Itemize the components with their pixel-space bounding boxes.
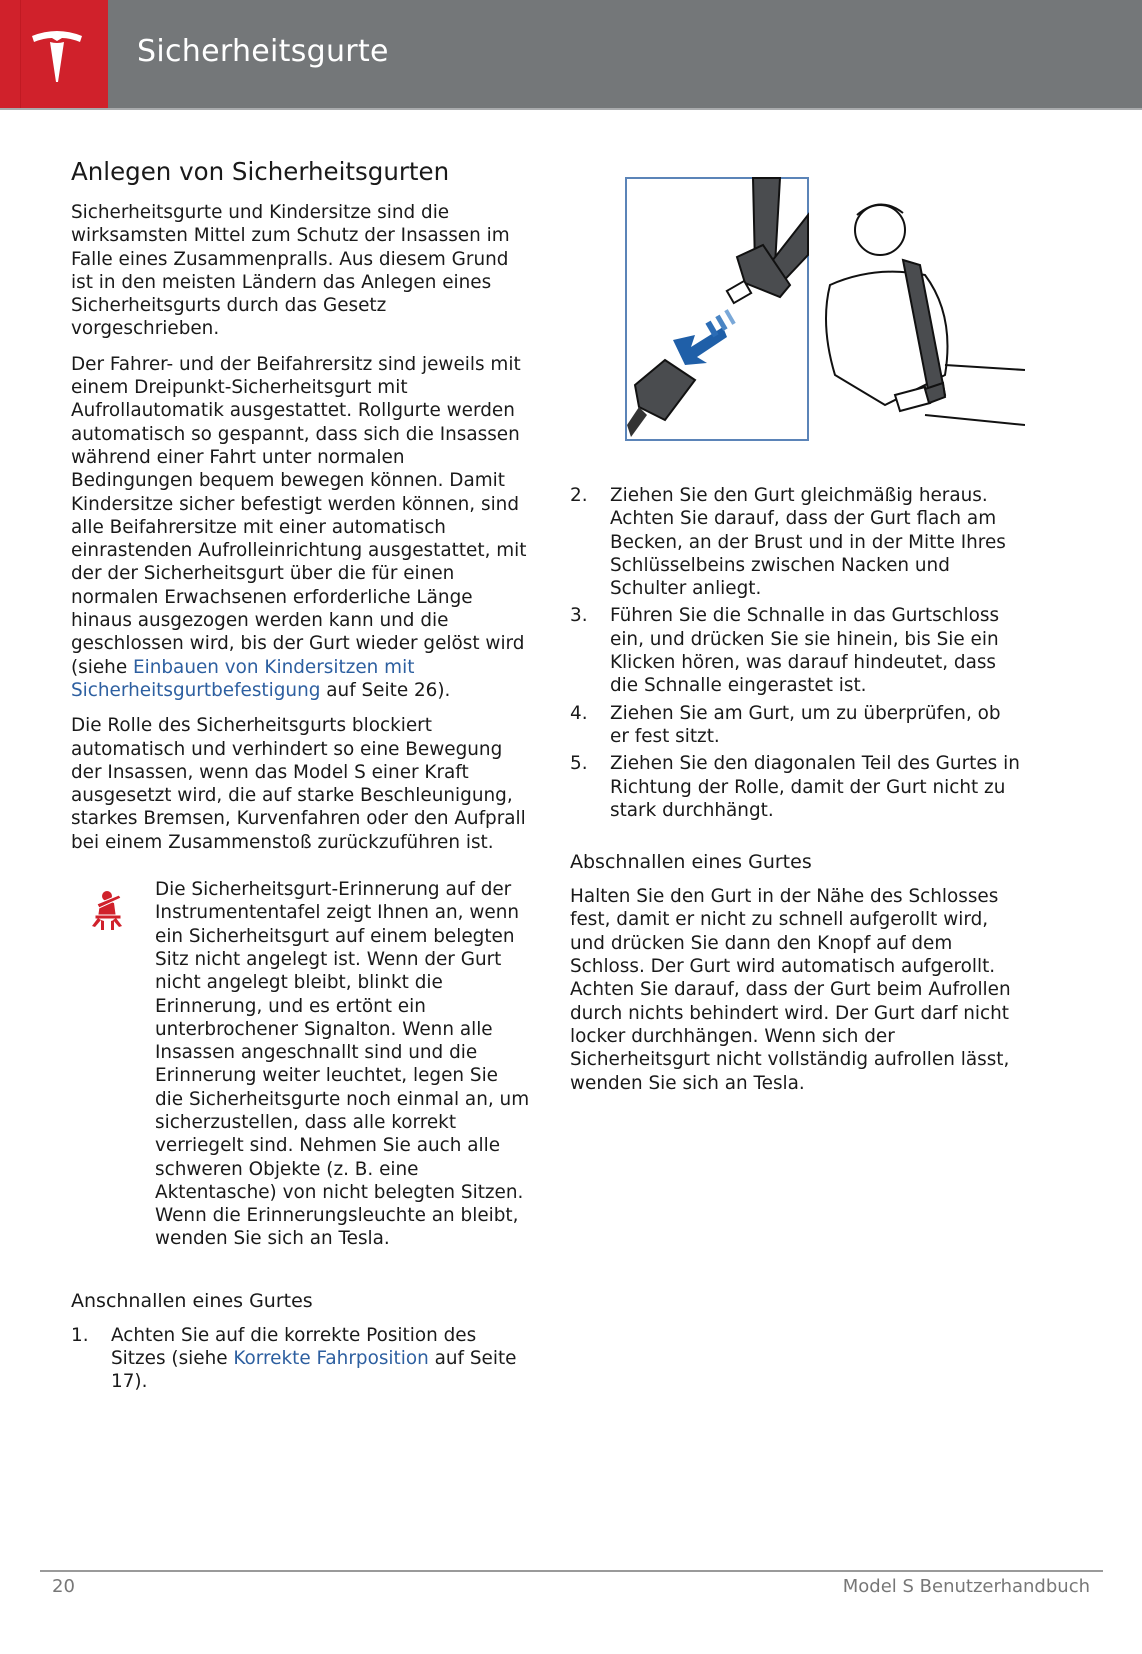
paragraph-suffix: auf Seite 26).	[320, 679, 451, 701]
seatbelt-buckle-illustration-icon	[625, 175, 1025, 475]
link-fahrposition[interactable]: Korrekte Fahrposition	[233, 1348, 429, 1370]
page-number: 20	[52, 1576, 75, 1597]
paragraph-abschnallen: Halten Sie den Gurt in der Nähe des Schlosses fest, damit er nicht zu schnell aufgerollt wird, und drücken Sie dann den Knopf auf dem Schloss. Der Gurt wird automatisch aufgerollt. Achten Sie darauf, dass der Gurt beim Aufrollen durch nichts behindert wird. Der Gurt darf nicht locker durchhängen. Wenn sich der Sicherheitsgurt nicht vollständig aufrollen lässt, wenden Sie sich an Tesla.	[570, 886, 1011, 1094]
step-number: 4.	[570, 702, 588, 724]
step-number: 5.	[570, 753, 588, 775]
step-number: 3.	[570, 605, 588, 627]
step-text: Ziehen Sie den Gurt gleichmäßig heraus. Achten Sie darauf, dass der Gurt flach am Becken, an der Brust und in der Mitte Ihres Schlüsselbeins zwischen Nacken und Schulter anliegt.	[610, 485, 1006, 600]
steps-list	[570, 484, 1020, 822]
step-text-suffix: auf Seite 17).	[111, 1348, 517, 1393]
tesla-logo-icon	[30, 28, 84, 86]
paragraph-seats	[71, 353, 531, 702]
page-header	[0, 0, 1142, 108]
step-item	[570, 752, 1020, 822]
steps-list-start	[71, 1324, 531, 1394]
seatbelt-reminder-note	[71, 878, 531, 1251]
header-divider	[0, 108, 1142, 110]
subheading-abschnallen: Abschnallen eines Gurtes	[570, 851, 812, 874]
page-title: Sicherheitsgurte	[137, 34, 389, 69]
step-text: Führen Sie die Schnalle in das Gurtschloss ein, und drücken Sie sie hinein, bis Sie ein Klicken hören, was darauf hindeutet, dass die Schnalle eingerastet ist.	[610, 605, 1000, 697]
step-text: Ziehen Sie den diagonalen Teil des Gurtes in Richtung der Rolle, damit der Gurt nicht zu stark durchhängt.	[610, 753, 1020, 821]
note-text: Die Sicherheitsgurt-Erinnerung auf der Instrumententafel zeigt Ihnen an, wenn ein Sicherheitsgurt auf einem belegten Sitz nicht angelegt ist. Wenn der Gurt nicht angelegt bleibt, blinkt die Erinnerung, und es ertönt ein unterbrochener Signalton. Wenn alle Insassen angeschnallt sind und die Erinnerung weiter leuchtet, legen Sie die Sicherheitsgurte noch einmal an, um sicherzustellen, dass alle korrekt verriegelt sind. Nehmen Sie auch alle schweren Objekte (z. B. eine Aktentasche) von nicht belegten Sitzen. Wenn die Erinnerungsleuchte an bleibt, wenden Sie sich an Tesla.	[155, 879, 530, 1250]
step-item	[570, 604, 1020, 697]
step-number: 1.	[71, 1324, 89, 1346]
seatbelt-illustration	[625, 175, 1025, 475]
logo-box	[0, 0, 108, 108]
right-column	[570, 484, 1020, 1107]
step-item	[570, 702, 1020, 749]
footer-title: Model S Benutzerhandbuch	[842, 1576, 1090, 1597]
step-item	[71, 1324, 531, 1394]
logo-strip	[20, 0, 21, 108]
step-number: 2.	[570, 485, 588, 506]
footer-divider	[40, 1570, 1103, 1572]
paragraph-retractor: Die Rolle des Sicherheitsgurts blockiert automatisch und verhindert so eine Bewegung der Insassen, wenn das Model S einer Kraft ausgesetzt wird, die auf starke Beschleunigung, starkes Bremsen, Kurvenfahren oder den Aufprall bei einem Zusammenstoß zurückzuführen ist.	[71, 715, 526, 853]
section-heading: Anlegen von Sicherheitsgurten	[71, 157, 450, 186]
paragraph-text: Der Fahrer- und der Beifahrersitz sind jeweils mit einem Dreipunkt-Sicherheitsgurt mit Aufrollautomatik ausgestattet. Rollgurte werden automatisch so gespannt, dass sich die Insassen während einer Fahrt unter normalen Bedingungen bequem bewegen können. Damit Kindersitze sicher befestigt werden können, sind alle Beifahrersitze mit einer automatisch einrastenden Aufrolleinrichtung ausgestattet, mit der der Sicherheitsgurt über die für einen normalen Erwachsenen erforderliche Länge hinaus ausgezogen werden kann und die geschlossen wird, bis der Gurt wieder gelöst wird (siehe	[71, 353, 527, 678]
step-text: Achten Sie auf die korrekte Position des Sitzes (siehe	[111, 1324, 477, 1370]
seatbelt-warning-icon	[89, 890, 129, 938]
link-kindersitze[interactable]: Einbauen von Kindersitzen mit Sicherheitsgurtbefestigung	[71, 656, 415, 701]
paragraph-intro: Sicherheitsgurte und Kindersitze sind die wirksamsten Mittel zum Schutz der Insassen im Falle eines Zusammenpralls. Aus diesem Grund ist in den meisten Ländern das Anlegen eines Sicherheitsgurts durch das Gesetz vorgeschrieben.	[71, 202, 510, 340]
step-text: Ziehen Sie am Gurt, um zu überprüfen, ob er fest sitzt.	[610, 702, 1001, 747]
subheading-anschnallen: Anschnallen eines Gurtes	[71, 1289, 313, 1312]
step-item	[570, 484, 1020, 600]
left-column	[71, 157, 531, 1398]
